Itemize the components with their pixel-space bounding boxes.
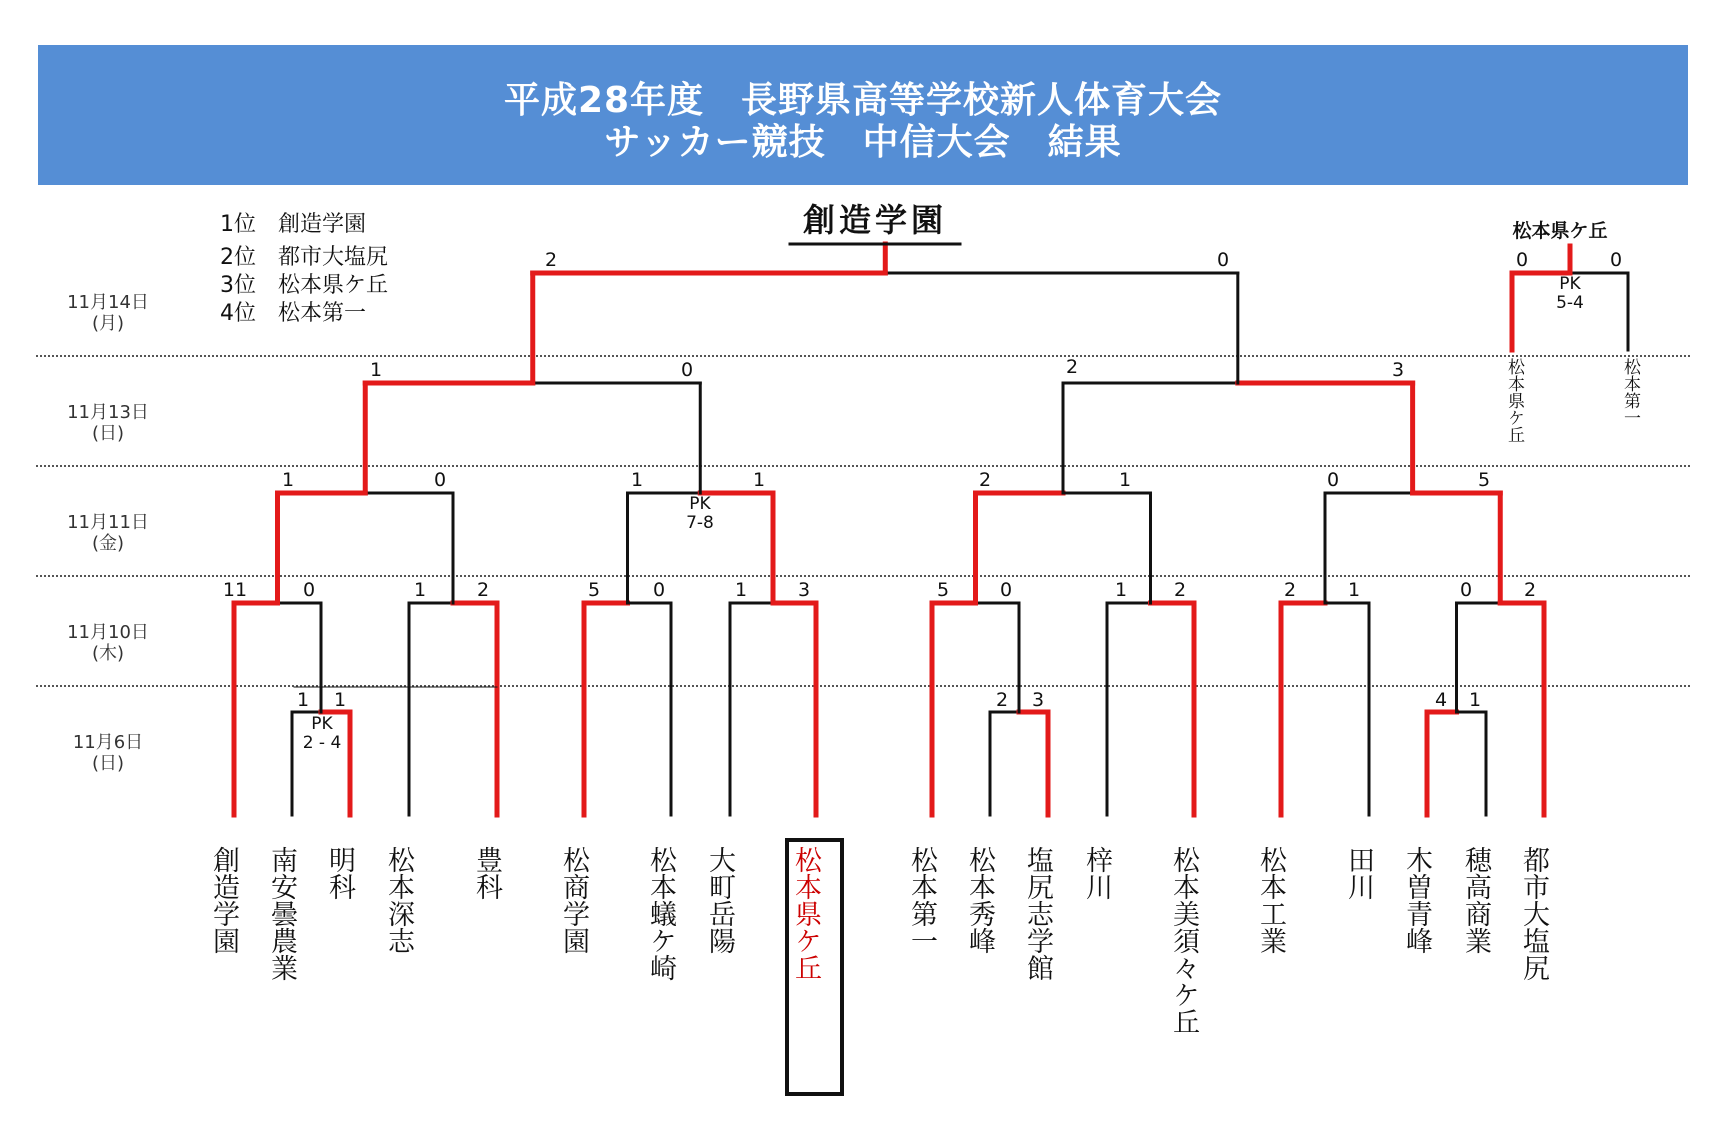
r1-score: 5: [587, 579, 601, 601]
qf-score: 0: [433, 469, 447, 491]
date-prelim: 11月6日 (日): [72, 732, 144, 774]
r1-score: 1: [413, 579, 427, 601]
r1-score: 0: [302, 579, 316, 601]
champion-label: 創造学園: [802, 201, 947, 239]
prelim-pk: PK 2 - 4: [302, 714, 342, 753]
team-name: 松商学園: [558, 846, 589, 954]
team-name: 松本工業: [1255, 846, 1286, 954]
qf-score: 0: [1326, 469, 1340, 491]
team-name-highlighted: 松本県ケ丘: [790, 846, 821, 981]
qf-score: 1: [630, 469, 644, 491]
prelim-score: 4: [1434, 689, 1448, 711]
r1-score: 2: [1283, 579, 1297, 601]
date-quarterfinal: 11月11日 (金): [67, 512, 149, 554]
r1-score: 11: [222, 579, 248, 601]
prelim-score: 3: [1031, 689, 1045, 711]
sf-score: 0: [680, 359, 694, 381]
third-pk: PK 5-4: [1556, 274, 1584, 313]
date-semifinal: 11月13日 (日): [67, 402, 149, 444]
title-line-2: サッカー競技 中信大会 結果: [604, 122, 1122, 163]
r1-score: 2: [1173, 579, 1187, 601]
team-name: 松本蟻ケ崎: [645, 846, 676, 981]
r1-score: 1: [1114, 579, 1128, 601]
r1-score: 0: [652, 579, 666, 601]
r1-score: 1: [1347, 579, 1361, 601]
team-name: 豊科: [471, 846, 502, 900]
team-name: 松本美須々ケ丘: [1168, 846, 1199, 1035]
highlighted-team-box: [785, 838, 844, 1096]
sf-score: 3: [1391, 359, 1405, 381]
r1-score: 0: [1459, 579, 1473, 601]
qf-score: 1: [281, 469, 295, 491]
r1-score: 2: [1523, 579, 1537, 601]
r1-score: 1: [734, 579, 748, 601]
third-team-left: 松本県ケ丘: [1504, 358, 1524, 443]
prelim-score: 1: [296, 689, 310, 711]
third-place-winner-label: 松本県ケ丘: [1512, 220, 1608, 242]
ranking-4: 4位 松本第一: [220, 301, 366, 326]
team-name: 塩尻志学館: [1022, 846, 1053, 981]
team-name: 大町岳陽: [704, 846, 735, 954]
ranking-1: 1位 創造学園: [220, 212, 366, 237]
qf-pk: PK 7-8: [686, 494, 714, 533]
r1-score: 2: [476, 579, 490, 601]
sf-score: 2: [1065, 356, 1079, 378]
ranking-3: 3位 松本県ケ丘: [220, 273, 388, 298]
title-line-1: 平成28年度 長野県高等学校新人体育大会: [503, 80, 1223, 121]
third-score-left: 0: [1515, 249, 1529, 271]
team-name: 松本秀峰: [964, 846, 995, 954]
r1-score: 3: [797, 579, 811, 601]
r1-score: 5: [936, 579, 950, 601]
prelim-score: 2: [995, 689, 1009, 711]
date-final: 11月14日 (月): [67, 292, 149, 334]
third-team-right: 松本第一: [1620, 358, 1640, 426]
prelim-score: 1: [333, 689, 347, 711]
team-name: 創造学園: [208, 846, 239, 954]
team-name: 梓川: [1081, 846, 1112, 900]
team-name: 穂高商業: [1460, 846, 1491, 954]
final-score: 2: [544, 249, 558, 271]
third-score-right: 0: [1609, 249, 1623, 271]
r1-score: 0: [999, 579, 1013, 601]
prelim-score: 1: [1468, 689, 1482, 711]
team-name: 松本第一: [906, 846, 937, 954]
qf-score: 1: [1118, 469, 1132, 491]
team-name: 都市大塩尻: [1518, 846, 1549, 981]
final-score: 0: [1216, 249, 1230, 271]
team-name: 明科: [324, 846, 355, 900]
sf-score: 1: [369, 359, 383, 381]
team-name: 木曽青峰: [1401, 846, 1432, 954]
team-name: 南安曇農業: [266, 846, 297, 981]
qf-score: 2: [978, 469, 992, 491]
team-name: 田川: [1343, 846, 1374, 900]
team-name: 松本深志: [383, 846, 414, 954]
qf-score: 5: [1477, 469, 1491, 491]
ranking-2: 2位 都市大塩尻: [220, 245, 388, 270]
qf-score: 1: [752, 469, 766, 491]
date-round1: 11月10日 (木): [67, 622, 149, 664]
